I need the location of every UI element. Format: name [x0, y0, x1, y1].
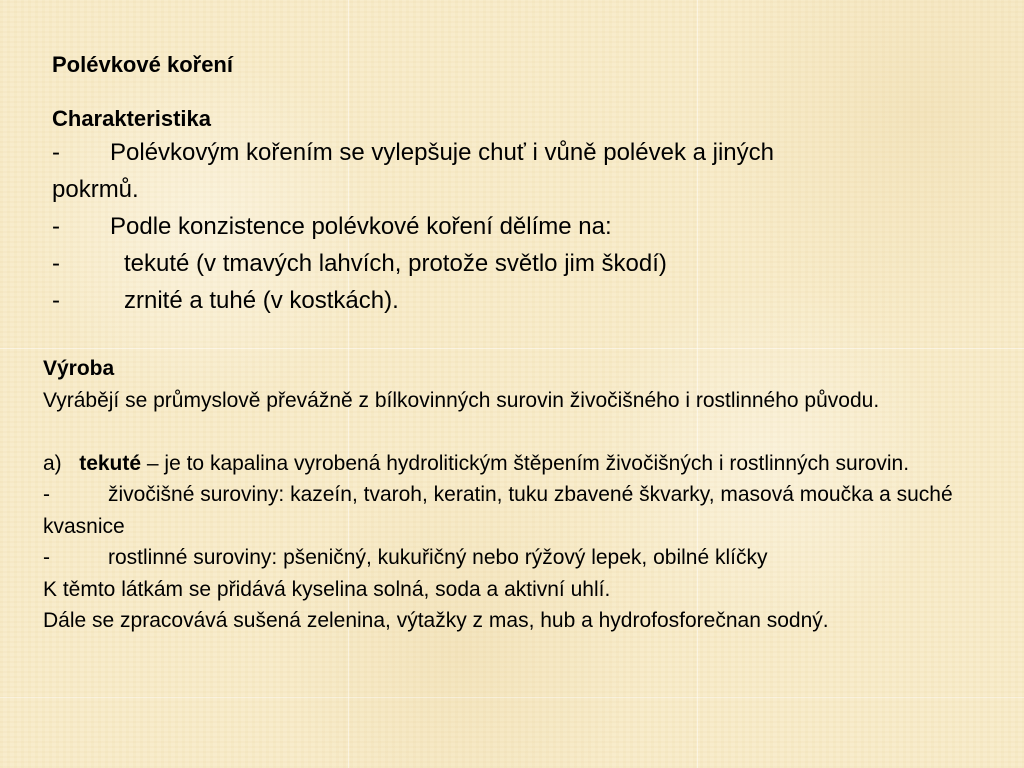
- bullet-dash: -: [43, 546, 50, 569]
- section-heading: Výroba: [43, 357, 115, 380]
- bullet-dash: -: [43, 483, 50, 506]
- bullet-dash: -: [52, 213, 60, 240]
- list-item: [52, 134, 992, 171]
- definition-item: [43, 448, 1003, 480]
- item-marker: a): [43, 451, 62, 475]
- bullet-dash: -: [52, 287, 60, 314]
- list-item: [43, 479, 1003, 542]
- spacer: [43, 416, 1003, 448]
- list-item-text: rostlinné suroviny: pšeničný, kukuřičný nebo rýžový lepek, obilné klíčky: [108, 546, 768, 569]
- list-item-text: zrnité a tuhé (v kostkách).: [124, 287, 399, 314]
- definition-text: – je to kapalina vyrobená hydrolitickým štěpením živočišných i rostlinných surovin.: [141, 451, 910, 475]
- section-charakteristika: [52, 50, 992, 319]
- list-item: [52, 208, 992, 245]
- background-seam: [0, 697, 1024, 698]
- list-item-text: Podle konzistence polévkové koření dělíme na:: [110, 213, 612, 240]
- bullet-dash: -: [52, 250, 60, 277]
- list-item-text: tekuté (v tmavých lahvích, protože světlo jim škodí): [124, 250, 667, 277]
- list-item-continuation: pokrmů.: [52, 176, 139, 203]
- list-item: [43, 542, 1003, 574]
- list-item-text: živočišné suroviny: kazeín, tvaroh, keratin, tuku zbavené škvarky, masová moučka a suché kvasnice: [43, 483, 953, 538]
- paragraph: Dále se zpracovává sušená zelenina, výtažky z mas, hub a hydrofosforečnan sodný.: [43, 609, 829, 632]
- list-item-text: Polévkovým kořením se vylepšuje chuť i vůně polévek a jiných: [110, 139, 774, 166]
- definition-term: tekuté: [79, 451, 142, 475]
- section-vyroba: [43, 353, 1003, 637]
- paragraph: K těmto látkám se přidává kyselina solná, soda a aktivní uhlí.: [43, 577, 611, 601]
- slide-title: Polévkové koření: [52, 52, 233, 77]
- background-seam: [0, 348, 1024, 349]
- list-item: [52, 245, 992, 282]
- list-item: [52, 282, 992, 319]
- bullet-dash: -: [52, 139, 60, 166]
- section-heading: Charakteristika: [52, 106, 211, 131]
- paragraph: Vyrábějí se průmyslově převážně z bílkovinných surovin živočišného i rostlinného původu.: [43, 388, 880, 412]
